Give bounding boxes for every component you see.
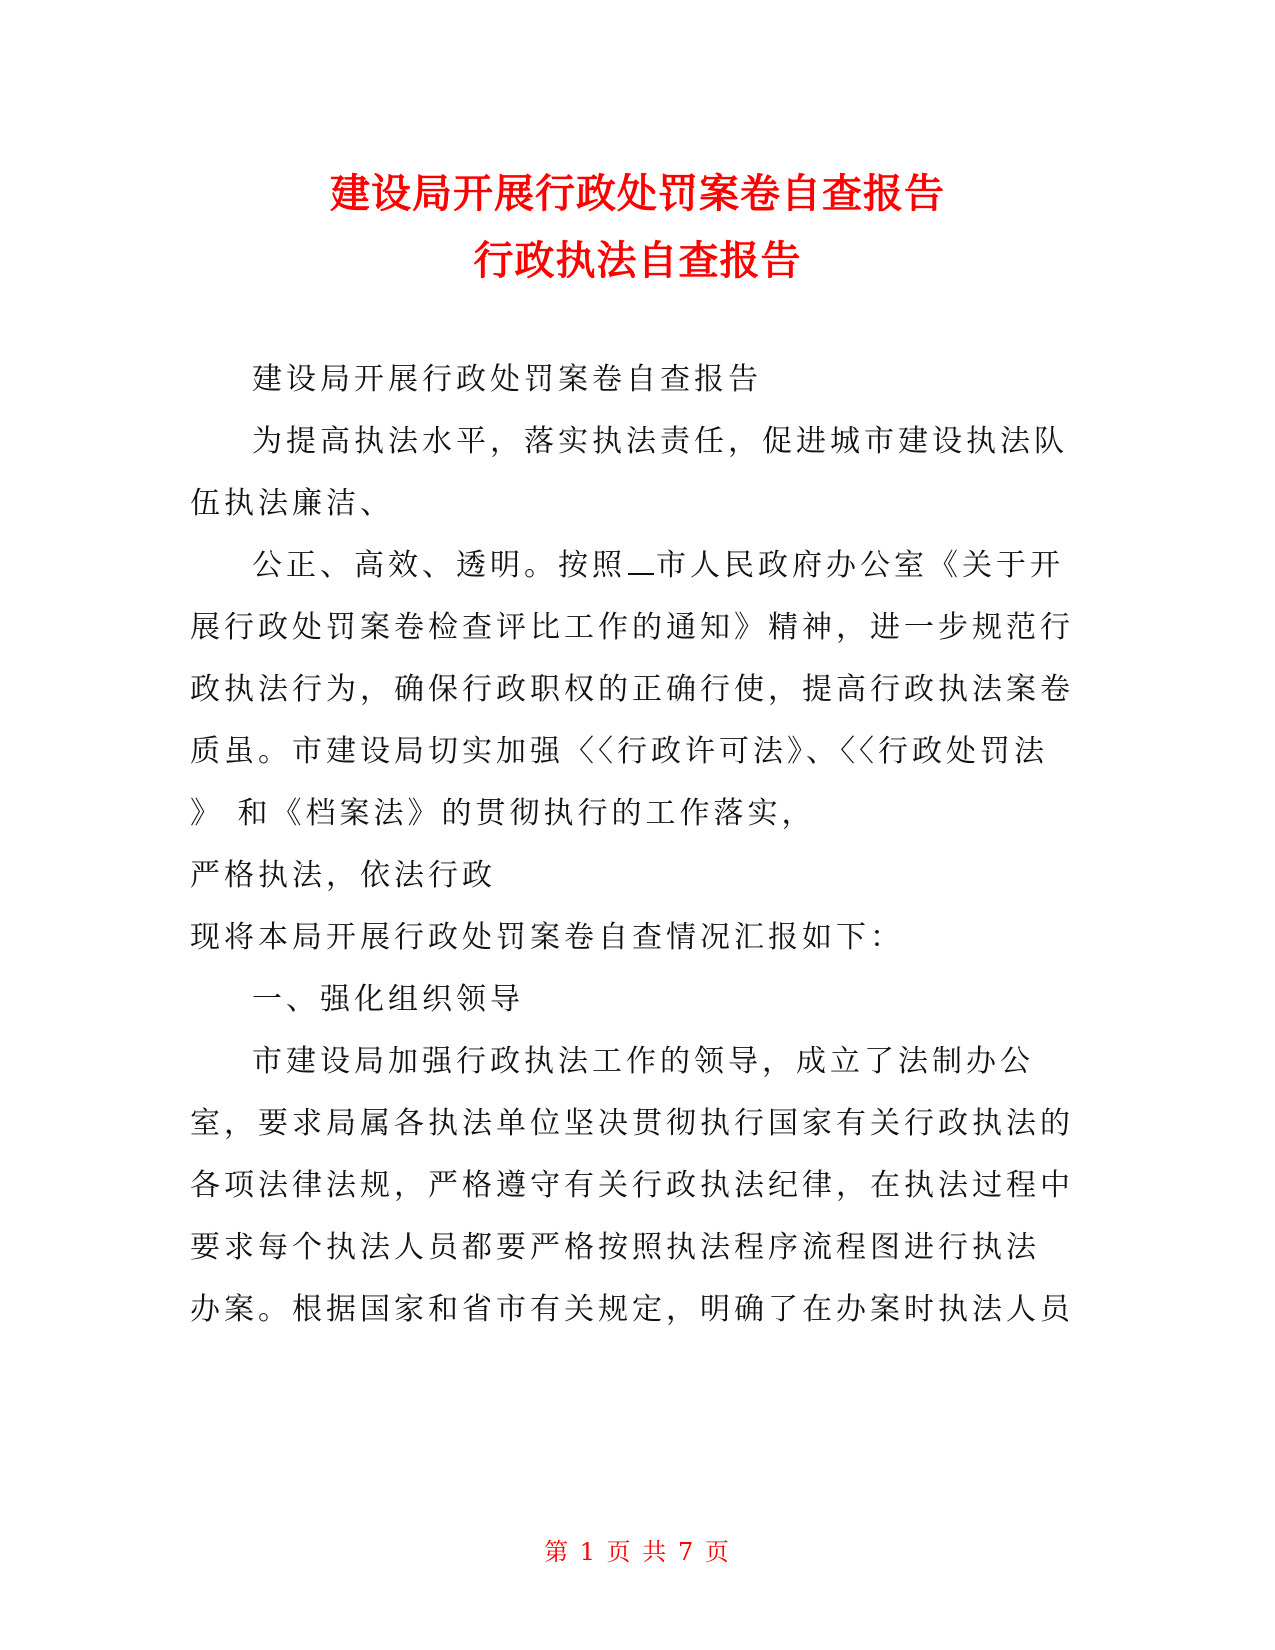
body-line: 市建设局加强行政执法工作的领导，成立了法制办公: [252, 1044, 1034, 1079]
body-line: 室，要求局属各执法单位坚决贯彻执行国家有关行政执法的: [190, 1106, 1074, 1141]
body-line: 要求每个执法人员都要严格按照执法程序流程图进行执法: [190, 1230, 1040, 1265]
body-line: 建设局开展行政处罚案卷自查报告: [252, 362, 762, 397]
body-line: 现将本局开展行政处罚案卷自查情况汇报如下：: [190, 920, 904, 955]
body-line: 严格执法，依法行政: [190, 858, 496, 893]
body-line: 伍执法廉洁、: [190, 486, 394, 521]
body-line: 》 和《档案法》的贯彻执行的工作落实，: [190, 796, 816, 831]
body-line: 质虽。市建设局切实加强〈〈行政许可法》、〈〈行政处罚法: [190, 734, 1048, 769]
body-line-segment: 市人民政府办公室《关于开: [656, 548, 1064, 583]
body-line-segment: 公正、高效、透明。按照: [252, 548, 626, 583]
document-title: 建设局开展行政处罚案卷自查报告: [330, 171, 945, 217]
page-number: 第 1 页 共 7 页: [544, 1538, 731, 1566]
body-line: 办案。根据国家和省市有关规定，明确了在办案时执法人员: [190, 1292, 1074, 1327]
body-line: 各项法律法规，严格遵守有关行政执法纪律，在执法过程中: [190, 1168, 1074, 1203]
body-line: 为提高执法水平，落实执法责任，促进城市建设执法队: [252, 424, 1068, 459]
body-line: 展行政处罚案卷检查评比工作的通知》精神，进一步规范行: [190, 610, 1074, 645]
blank-underline: [628, 551, 654, 575]
document-subtitle: 行政执法自查报告: [473, 238, 802, 284]
section-heading: 一、强化组织领导: [252, 982, 524, 1017]
body-line: 政执法行为，确保行政职权的正确行使，提高行政执法案卷: [190, 672, 1074, 707]
body-line-with-blank: [252, 548, 1064, 584]
